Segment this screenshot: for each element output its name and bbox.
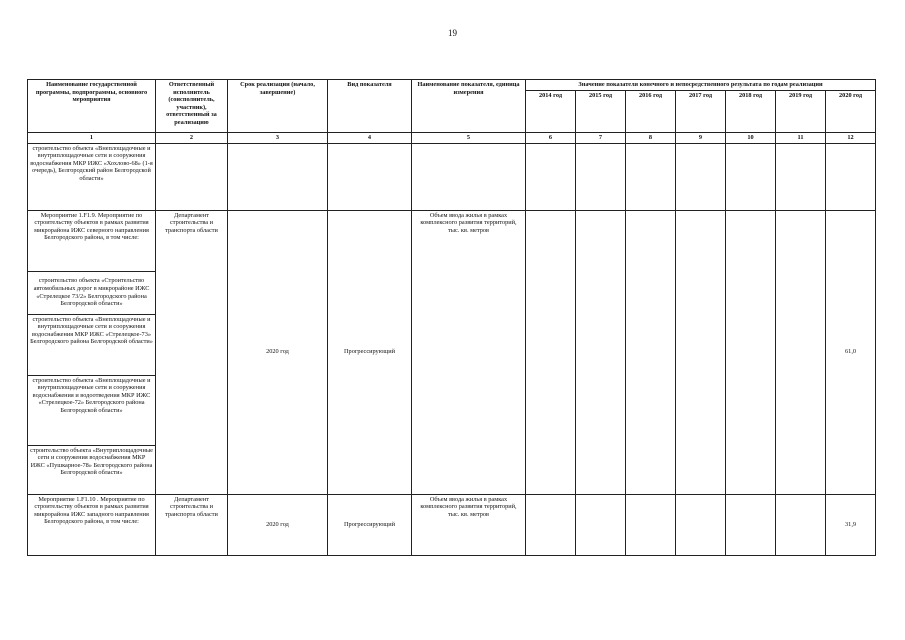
header-year: 2016 год <box>626 90 676 132</box>
header-period: Срок реализации (начало, завершение) <box>228 80 328 133</box>
column-number: 5 <box>412 133 526 144</box>
table-row <box>28 210 876 271</box>
row-responsible: Департамент строительства и транспорта области <box>156 210 228 494</box>
row-name: строительство объекта «Внутриплощадочные сети и сооружения водоснабжения МКР ИЖС «Пушкарное-78» Белгородского района Белгородской области» <box>28 445 156 494</box>
header-year: 2015 год <box>576 90 626 132</box>
column-number: 11 <box>776 133 826 144</box>
header-indicator-name: Наименование показателя, единица измерения <box>412 80 526 133</box>
column-number: 7 <box>576 133 626 144</box>
row-period: 2020 год <box>228 210 328 494</box>
header-year: 2019 год <box>776 90 826 132</box>
table-row <box>28 494 876 555</box>
row-value-2020: 61,0 <box>826 210 876 494</box>
header-indicator-type: Вид показателя <box>328 80 412 133</box>
column-number: 2 <box>156 133 228 144</box>
row-value-2020: 31,9 <box>826 494 876 555</box>
row-name: строительство объекта «Строительство автомобильных дорог в микрорайоне ИЖС «Стрелецкое 73/2» Белгородского района Белгородской области» <box>28 271 156 314</box>
column-number: 9 <box>676 133 726 144</box>
header-row <box>28 80 876 91</box>
page-number: 19 <box>448 28 457 38</box>
table-row <box>28 143 876 210</box>
row-name: Мероприятие 1.F1.10 . Мероприятие по строительству объектов в рамках развития микрорайона ИЖС западного направления Белгородского района, в том числе: <box>28 494 156 555</box>
header-year: 2017 год <box>676 90 726 132</box>
row-indicator-name: Объем ввода жилья в рамках комплексного развития территорий, тыс. кв. метров <box>412 210 526 494</box>
column-number: 3 <box>228 133 328 144</box>
row-name: Мероприятие 1.F1.9. Мероприятие по строительству объектов в рамках развития микрорайона ИЖС северного направления Белгородского района, в том числе: <box>28 210 156 271</box>
column-number: 8 <box>626 133 676 144</box>
row-responsible: Департамент строительства и транспорта области <box>156 494 228 555</box>
header-responsible: Ответственный исполнитель (соисполнитель, участник), ответственный за реализацию <box>156 80 228 133</box>
column-number: 12 <box>826 133 876 144</box>
row-name: строительство объекта «Внеплощадочные и внутриплощадочные сети и сооружения водоснабжения МКР ИЖС «Стрелецкое-73» Белгородского района Белгородской области» <box>28 314 156 375</box>
header-year: 2018 год <box>726 90 776 132</box>
column-number: 1 <box>28 133 156 144</box>
row-indicator-type: Прогрессирующий <box>328 210 412 494</box>
row-name: строительство объекта «Внеплощадочные и внутриплощадочные сети и сооружения водоснабжения МКР ИЖС «Хохлово-68» (1-я очередь), Белгородский район Белгородской области» <box>28 143 156 210</box>
header-name: Наименование государственной программы, подпрограммы, основного мероприятия <box>28 80 156 133</box>
row-name: строительство объекта «Внеплощадочные и внутриплощадочные сети и сооружения водоснабжения и водоотведения МКР ИЖС «Стрелецкое-72» Белгородского района Белгородской области» <box>28 375 156 445</box>
row-indicator-type: Прогрессирующий <box>328 494 412 555</box>
row-indicator-name: Объем ввода жилья в рамках комплексного развития территорий, тыс. кв. метров <box>412 494 526 555</box>
results-table <box>27 79 876 556</box>
column-number-row <box>28 133 876 144</box>
header-values-group: Значение показателя конечного и непосредственного результата по годам реализации <box>526 80 876 91</box>
column-number: 10 <box>726 133 776 144</box>
column-number: 6 <box>526 133 576 144</box>
header-year: 2014 год <box>526 90 576 132</box>
header-year: 2020 год <box>826 90 876 132</box>
row-period: 2020 год <box>228 494 328 555</box>
column-number: 4 <box>328 133 412 144</box>
